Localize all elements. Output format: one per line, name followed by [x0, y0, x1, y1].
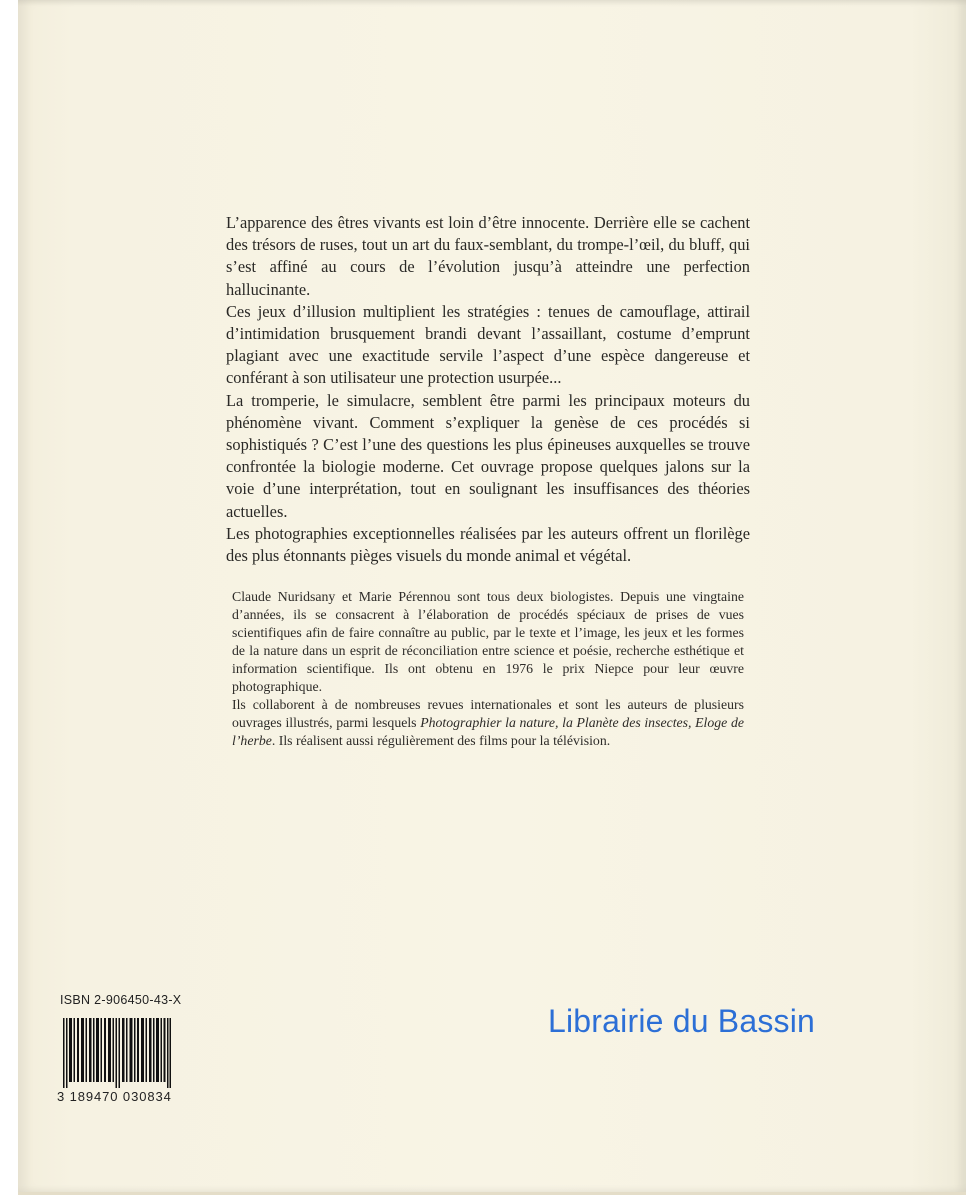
isbn-label: ISBN 2-906450-43-X	[60, 993, 182, 1007]
cover-edge-shadow	[18, 0, 966, 6]
authors-works-paragraph	[232, 696, 744, 750]
blurb-paragraph-2: Ces jeux d’illusion multiplient les stratégies : tenues de camouflage, attirail d’intimidation brusquement brandi devant l’assaillant, costume d’emprunt plagiant avec une exactitude servile l’aspect d’une espèce dangereuse et conférant à son utilisateur une protection usurpée...	[226, 301, 750, 388]
works-intro: Ils collaborent à de nombreuses revues internationales et sont les auteurs de plusieurs ouvrages illustrés, parmi lesquels	[232, 697, 744, 730]
works-titles: Photographier la nature, la Planète des insectes, Eloge de l’herbe	[232, 715, 744, 748]
blurb-paragraph-4: Les photographies exceptionnelles réalisées par les auteurs offrent un florilège des plus étonnants pièges visuels du monde animal et végétal.	[226, 523, 750, 566]
watermark-text: Librairie du Bassin	[548, 1003, 816, 1039]
blurb-paragraph-1: L’apparence des êtres vivants est loin d’être innocente. Derrière elle se cachent des trésors de ruses, tout un art du faux-semblant, du trompe-l’œil, du bluff, qui s’est affiné au cours de l’évolution jusqu’à atteindre une perfection hallucinante.	[226, 213, 750, 299]
authors-bio	[232, 588, 744, 750]
works-outro: . Ils réalisent aussi régulièrement des films pour la télévision.	[271, 733, 611, 748]
barcode-icon	[63, 1018, 171, 1088]
blurb-paragraph-3: La tromperie, le simulacre, semblent être parmi les principaux moteurs du phénomène vivant. Comment s’expliquer la genèse de ces procédés si sophistiqués ? C’est l’une des questions les plus épineuses auxquelles se trouve confrontée la biologie moderne. Cet ouvrage propose quelques jalons sur la voie d’une interprétation, tout en soulignant les insuffisances des théories actuelles.	[226, 390, 750, 521]
blurb-text	[226, 212, 750, 567]
barcode-digits: 3 189470 030834	[57, 1089, 172, 1104]
authors-bio-paragraph: Claude Nuridsany et Marie Pérennou sont tous deux biologistes. Depuis une vingtaine d’années, ils se consacrent à l’élaboration de procédés spéciaux de prises de vues scientifiques afin de faire connaître au public, par le texte et l’image, les jeux et les formes de la nature dans un esprit de réconciliation entre science et poésie, recherche esthétique et information scientifique. Ils ont obtenu en 1976 le prix Niepce pour leur œuvre photographique.	[232, 589, 744, 694]
